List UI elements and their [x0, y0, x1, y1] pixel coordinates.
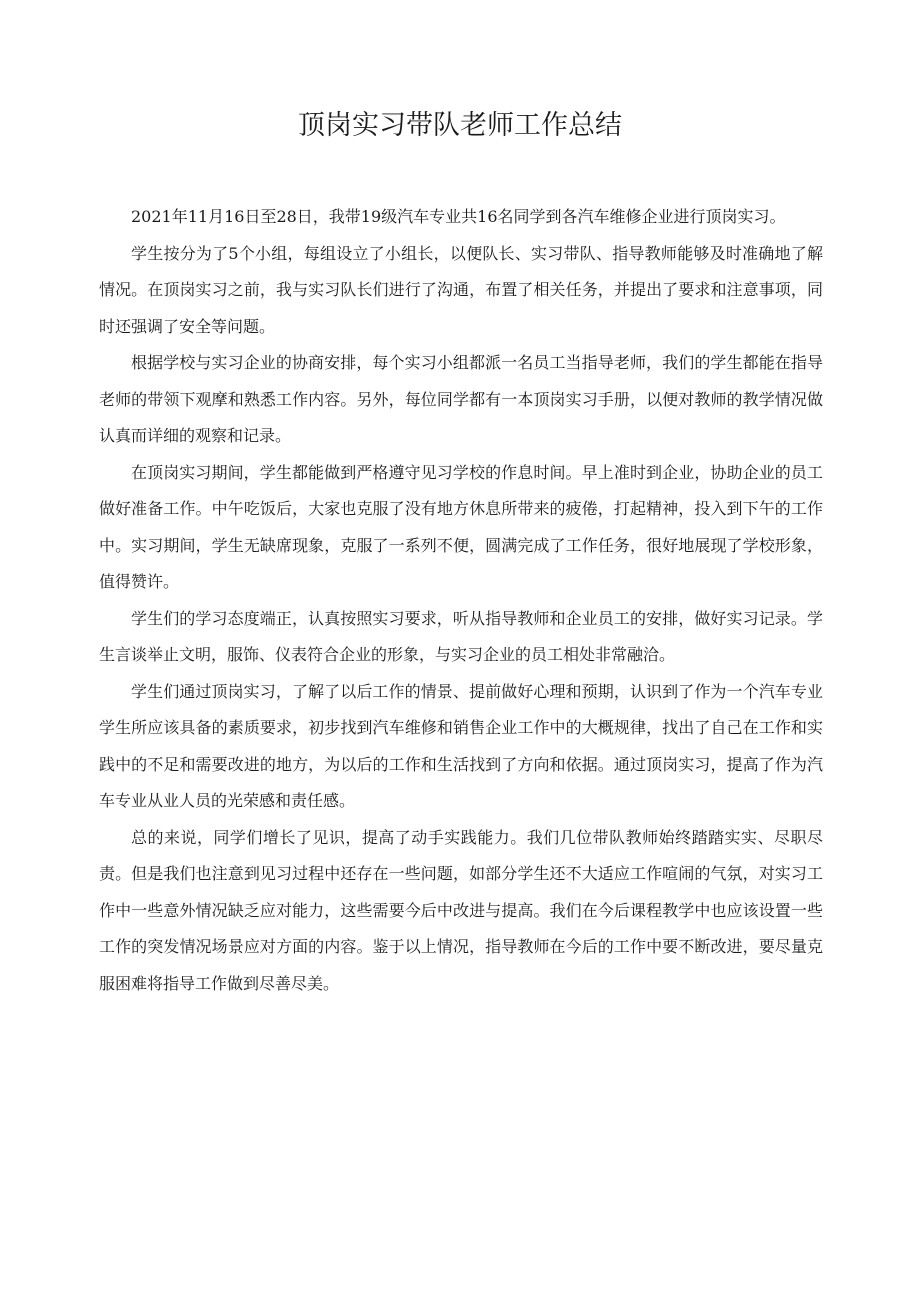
paragraph-3: 根据学校与实习企业的协商安排，每个实习小组都派一名员工当指导老师，我们的学生都能在指导老师的带领下观摩和熟悉工作内容。另外，每位同学都有一本顶岗实习手册，以便对教师的教学情况做认真而详细的观察和记录。 — [99, 353, 823, 445]
document-body — [99, 199, 823, 1002]
paragraph-4: 在顶岗实习期间，学生都能做到严格遵守见习学校的作息时间。早上准时到企业，协助企业的员工做好准备工作。中午吃饭后，大家也克服了没有地方休息所带来的疲倦，打起精神，投入到下午的工作中。实习期间，学生无缺席现象，克服了一系列不便，圆满完成了工作任务，很好地展现了学校形象，值得赞许。 — [99, 462, 823, 591]
paragraph-1: 2021年11月16日至28日，我带19级汽车专业共16名同学到各汽车维修企业进行顶岗实习。 — [131, 207, 786, 226]
paragraph-6: 学生们通过顶岗实习，了解了以后工作的情景、提前做好心理和预期，认识到了作为一个汽车专业学生所应该具备的素质要求，初步找到汽车维修和销售企业工作中的大概规律，找出了自己在工作和实践中的不足和需要改进的地方，为以后的工作和生活找到了方向和依据。通过顶岗实习，提高了作为汽车专业从业人员的光荣感和责任感。 — [99, 681, 823, 810]
paragraph-2: 学生按分为了5个小组，每组设立了小组长，以便队长、实习带队、指导教师能够及时准确地了解情况。在顶岗实习之前，我与实习队长们进行了沟通，布置了相关任务，并提出了要求和注意事项，同时还强调了安全等问题。 — [99, 243, 823, 336]
paragraph-5: 学生们的学习态度端正，认真按照实习要求，听从指导教师和企业员工的安排，做好实习记录。学生言谈举止文明，服饰、仪表符合企业的形象，与实习企业的员工相处非常融洽。 — [99, 608, 823, 664]
document-title: 顶岗实习带队老师工作总结 — [298, 110, 622, 141]
paragraph-7: 总的来说，同学们增长了见识，提高了动手实践能力。我们几位带队教师始终踏踏实实、尽职尽责。但是我们也注意到见习过程中还存在一些问题，如部分学生还不大适应工作喧闹的气氛，对实习工作中一些意外情况缺乏应对能力，这些需要今后中改进与提高。我们在今后课程教学中也应该设置一些工作的突发情况场景应对方面的内容。鉴于以上情况，指导教师在今后的工作中要不断改进，要尽量克服困难将指导工作做到尽善尽美。 — [99, 827, 823, 993]
